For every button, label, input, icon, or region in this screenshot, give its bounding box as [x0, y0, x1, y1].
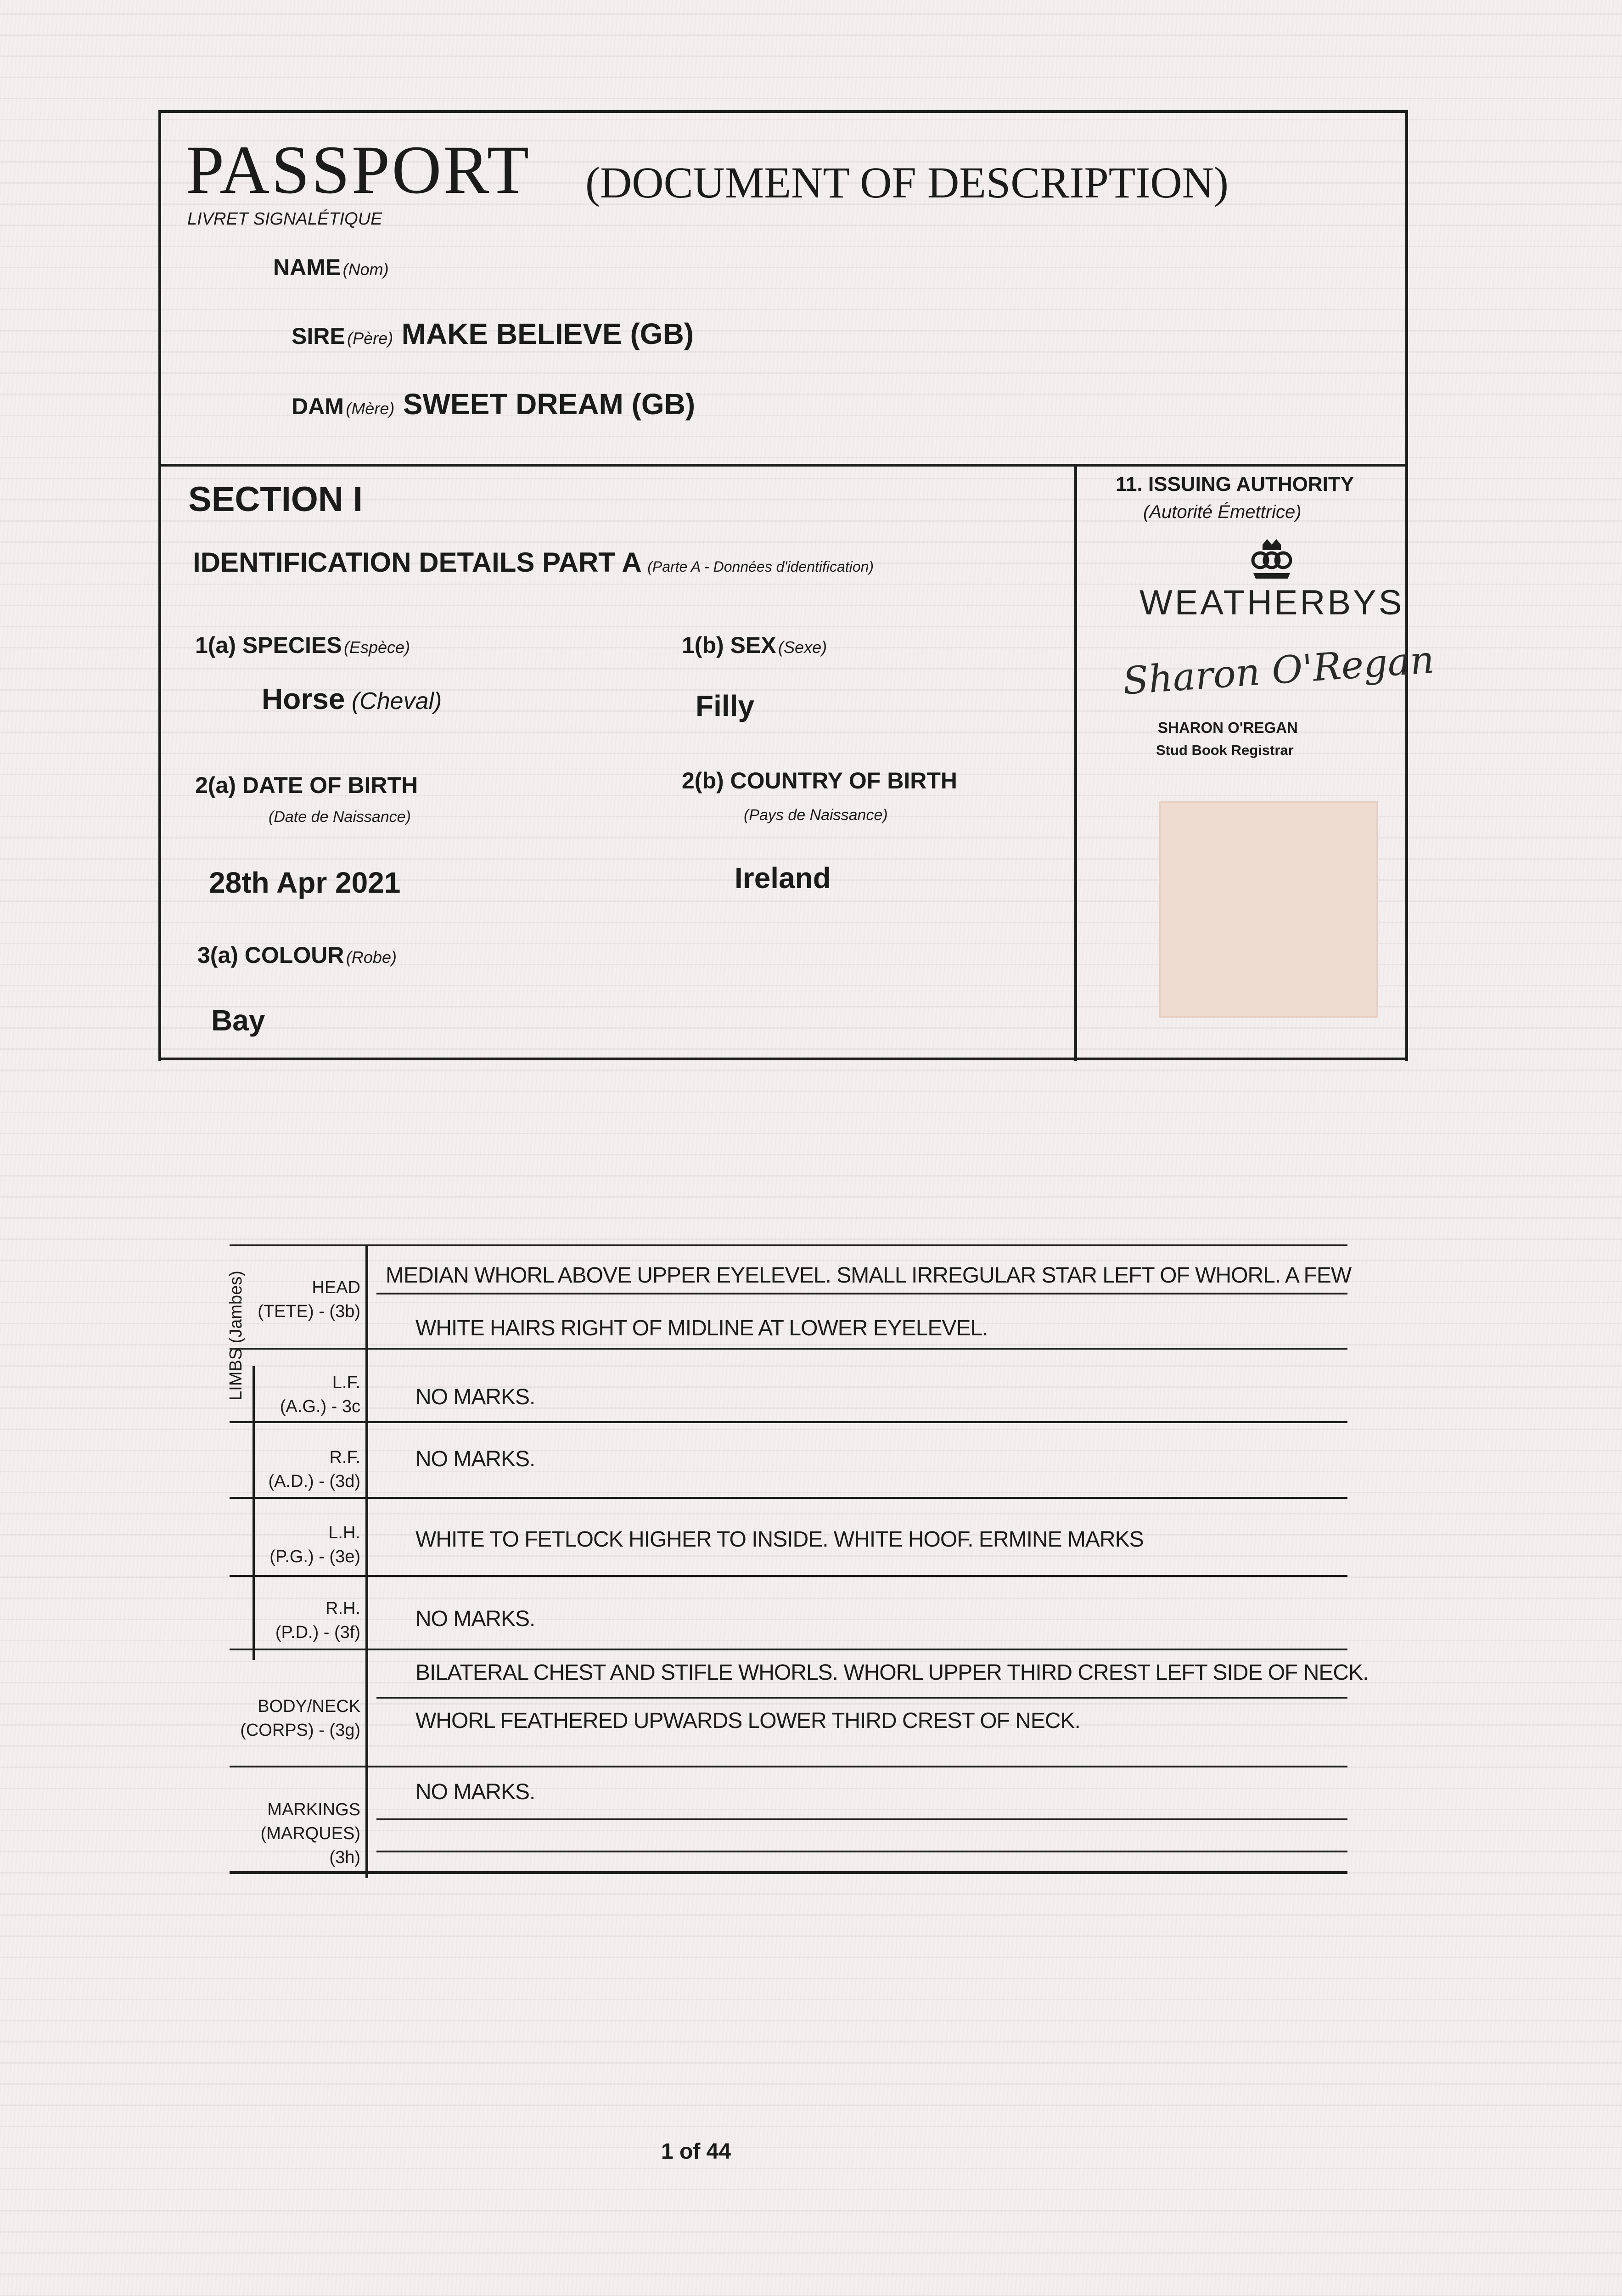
photo-placeholder: [1159, 801, 1378, 1018]
body-label: BODY/NECK: [258, 1697, 360, 1716]
section-subtitle: [193, 549, 874, 576]
markings-rule-2: [376, 1851, 1347, 1852]
lh-label: L.H.: [328, 1523, 360, 1542]
colour-value: Bay: [211, 1004, 265, 1037]
outer-border-right: [1405, 110, 1408, 1061]
lf-rule-bottom: [230, 1421, 1347, 1423]
rh-label: R.H.: [326, 1599, 360, 1618]
head-label: HEAD: [312, 1278, 360, 1297]
lh-desc: WHITE TO FETLOCK HIGHER TO INSIDE. WHITE HOOF. ERMINE MARKS: [415, 1527, 1144, 1552]
markings-label: MARKINGS: [267, 1800, 360, 1819]
country-label-fr: (Pays de Naissance): [744, 806, 888, 824]
head-rule-bottom: [230, 1348, 1347, 1350]
dam-value: SWEET DREAM (GB): [403, 388, 696, 421]
body-desc-line-1: BILATERAL CHEST AND STIFLE WHORLS. WHORL UPPER THIRD CREST LEFT SIDE OF NECK.: [415, 1660, 1369, 1685]
dam-label-fr: (Mère): [346, 399, 395, 418]
dob-label: 2(a) DATE OF BIRTH: [195, 772, 418, 798]
rf-code: (A.D.) - (3d): [268, 1472, 360, 1491]
dam-label: DAM: [292, 394, 344, 419]
header-border-bottom: [158, 464, 1408, 467]
rh-code: (P.D.) - (3f): [275, 1623, 360, 1642]
markings-row-label: [230, 1798, 360, 1869]
species-value-fr: (Cheval): [351, 688, 442, 715]
rh-rule-bottom: [230, 1649, 1347, 1650]
head-code: (TETE) - (3b): [258, 1302, 360, 1321]
registrar-name: SHARON O'REGAN: [1158, 719, 1298, 736]
name-label-fr: (Nom): [342, 260, 389, 279]
markings-desc: NO MARKS.: [415, 1780, 535, 1804]
species-value-group: [262, 684, 442, 714]
authority-label: 11. ISSUING AUTHORITY: [1116, 473, 1354, 495]
sire-field: [292, 319, 694, 349]
markings-code-2: (3h): [329, 1848, 360, 1867]
registrar-signature: Sharon O'Regan: [1121, 638, 1436, 703]
colour-label: 3(a) COLOUR: [197, 942, 344, 968]
page-number: 1 of 44: [661, 2139, 731, 2164]
lh-code: (P.G.) - (3e): [269, 1547, 360, 1566]
rf-label: R.F.: [329, 1448, 360, 1467]
head-rule-1: [376, 1293, 1347, 1294]
markings-rule-bottom: [230, 1871, 1347, 1874]
lh-row-label: [257, 1521, 360, 1569]
body-desc-line-2: WHORL FEATHERED UPWARDS LOWER THIRD CREST OF NECK.: [415, 1709, 1080, 1733]
lf-code: (A.G.) - 3c: [280, 1397, 360, 1416]
limbs-group-divider: [253, 1366, 255, 1660]
colour-label-group: [197, 944, 397, 967]
head-desc-line-2: WHITE HAIRS RIGHT OF MIDLINE AT LOWER EYELEVEL.: [415, 1316, 988, 1340]
body-rule-bottom: [230, 1766, 1347, 1767]
lf-desc: NO MARKS.: [415, 1385, 535, 1409]
passport-title: PASSPORT: [186, 132, 531, 208]
weatherbys-crest-icon: [1246, 536, 1297, 582]
lf-label: L.F.: [332, 1373, 360, 1392]
sire-label-fr: (Père): [347, 329, 393, 348]
section-title: SECTION I: [188, 480, 363, 519]
rh-desc: NO MARKS.: [415, 1607, 535, 1631]
lh-rule-bottom: [230, 1575, 1347, 1577]
sex-label-group: [682, 634, 827, 657]
outer-border-left: [158, 110, 161, 1061]
registrar-title: Stud Book Registrar: [1156, 742, 1294, 758]
name-field: [273, 250, 389, 280]
body-rule-1: [376, 1697, 1347, 1699]
sire-value: MAKE BELIEVE (GB): [401, 317, 694, 350]
weatherbys-brand: WEATHERBYS: [1139, 583, 1404, 622]
section-border-bottom: [158, 1058, 1408, 1060]
sex-value: Filly: [696, 689, 755, 722]
head-row-label: [230, 1276, 360, 1323]
colour-label-fr: (Robe): [346, 948, 397, 967]
french-title: LIVRET SIGNALÉTIQUE: [187, 209, 382, 229]
lf-row-label: [257, 1371, 360, 1418]
section-authority-divider: [1074, 464, 1077, 1061]
country-value: Ireland: [735, 861, 831, 895]
passport-subtitle: (DOCUMENT OF DESCRIPTION): [585, 158, 1229, 207]
rf-row-label: [257, 1446, 360, 1493]
markings-label-divider: [365, 1244, 368, 1878]
dob-label-fr: (Date de Naissance): [269, 808, 411, 826]
rh-row-label: [257, 1597, 360, 1644]
rf-rule-bottom: [230, 1497, 1347, 1499]
markings-rule-1: [376, 1818, 1347, 1820]
country-label: 2(b) COUNTRY OF BIRTH: [682, 768, 957, 793]
markings-code: (MARQUES): [260, 1824, 360, 1843]
rf-desc: NO MARKS.: [415, 1447, 535, 1471]
section-subtitle-text: IDENTIFICATION DETAILS PART A: [193, 547, 642, 578]
species-value: Horse: [262, 682, 345, 715]
body-row-label: [230, 1694, 360, 1742]
name-label: NAME: [273, 254, 341, 280]
sire-label: SIRE: [292, 323, 345, 349]
species-label: 1(a) SPECIES: [195, 632, 342, 658]
dob-value: 28th Apr 2021: [209, 866, 401, 899]
sex-label: 1(b) SEX: [682, 632, 776, 658]
species-label-fr: (Espèce): [344, 638, 410, 657]
header-border-top: [158, 110, 1408, 113]
body-code: (CORPS) - (3g): [240, 1721, 360, 1740]
species-label-group: [195, 634, 410, 657]
sex-label-fr: (Sexe): [778, 638, 827, 657]
dam-field: [292, 389, 695, 419]
head-desc-line-1: MEDIAN WHORL ABOVE UPPER EYELEVEL. SMALL IRREGULAR STAR LEFT OF WHORL. A FEW: [386, 1263, 1352, 1288]
limbs-group-label: LIMBS (Jambes): [226, 1271, 246, 1401]
authority-label-fr: (Autorité Émettrice): [1143, 502, 1302, 522]
section-subtitle-fr: (Parte A - Données d'identification): [647, 558, 874, 575]
markings-rule-top: [230, 1244, 1347, 1246]
